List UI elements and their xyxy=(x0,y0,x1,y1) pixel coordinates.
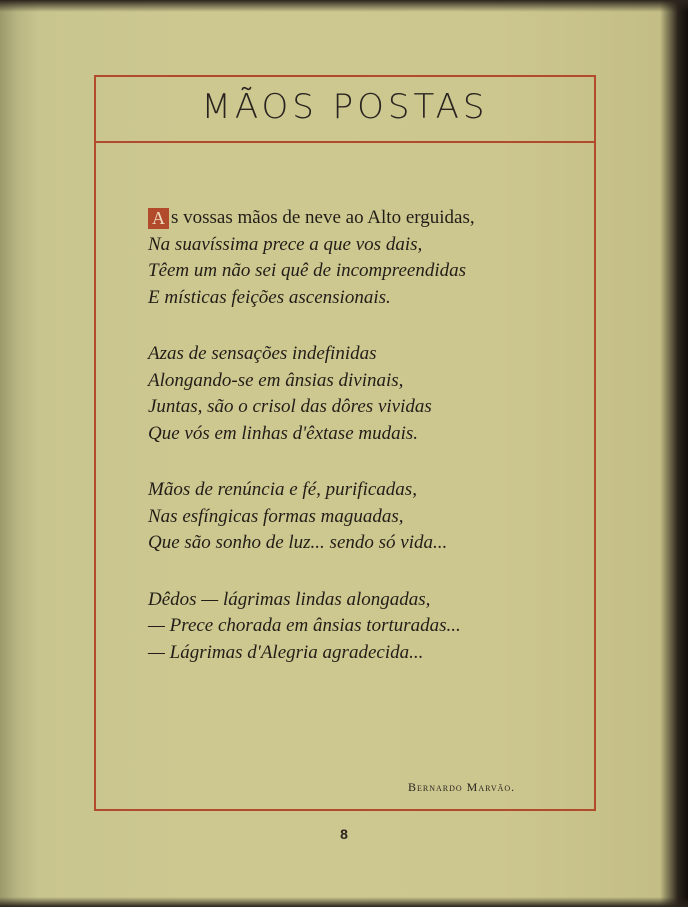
poem-body xyxy=(148,205,568,696)
poem-line: Azas de sensações indefinidas xyxy=(148,343,377,364)
poem-line: Que são sonho de luz... sendo só vida... xyxy=(148,532,448,553)
poem-line xyxy=(148,205,568,232)
poem-line: Têem um não sei quê de incompreendidas xyxy=(148,260,467,281)
poem-title: MÃOS POSTAS xyxy=(201,87,489,127)
stanza-3 xyxy=(148,477,568,557)
poem-line: E místicas feições ascensionais. xyxy=(148,286,391,308)
title-divider xyxy=(96,141,594,143)
poem-line: Juntas, são o crisol das dôres vividas xyxy=(148,396,432,417)
author-signature: Bernardo Marvão. xyxy=(408,780,516,794)
poem-line: Dêdos — lágrimas lindas alongadas, xyxy=(148,588,431,610)
poem-line: — Lágrimas d'Alegria agradecida... xyxy=(148,641,424,663)
poem-line: Nas esfíngicas formas maguadas, xyxy=(148,505,404,527)
poem-line: Que vós em linhas d'êxtase mudais. xyxy=(148,422,419,444)
drop-cap: A xyxy=(148,208,169,229)
poem-line: Mãos de renúncia e fé, purificadas, xyxy=(148,479,417,500)
poem-line: — Prece chorada em ânsias torturadas... xyxy=(148,615,461,636)
stanza-2 xyxy=(148,341,568,447)
stanza-4 xyxy=(148,587,568,667)
poem-line: Na suavíssima prece a que vos dais, xyxy=(148,233,423,255)
stanza-1 xyxy=(148,205,568,311)
first-line-text: s vossas mãos de neve ao Alto erguidas, xyxy=(171,207,475,228)
page-number: 8 xyxy=(340,826,348,842)
decorative-frame xyxy=(94,75,596,811)
poem-line: Alongando-se em ânsias divinais, xyxy=(148,369,404,391)
